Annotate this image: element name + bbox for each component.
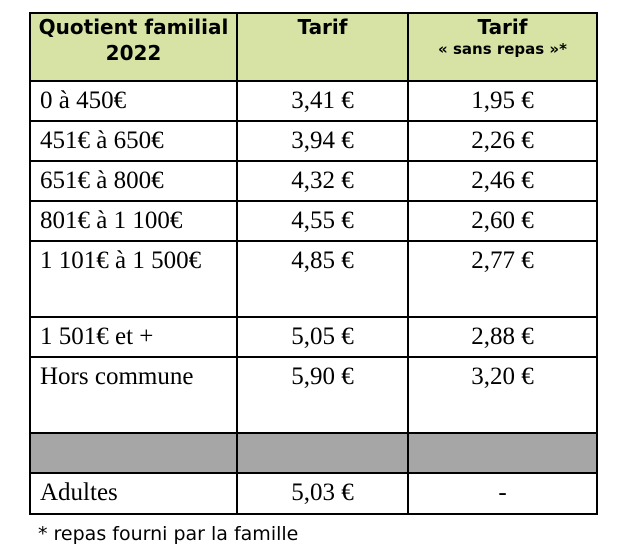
tarif-table (29, 12, 598, 515)
table-row (30, 357, 597, 433)
separator-cell (408, 433, 597, 473)
row-sans-repas: 3,20 € (408, 357, 597, 433)
table-row (30, 241, 597, 317)
header-tarif: Tarif (237, 13, 408, 81)
row-label: Hors commune (30, 357, 237, 433)
row-sans-repas: 2,88 € (408, 317, 597, 357)
row-label: Adultes (30, 473, 237, 514)
row-label: 651€ à 800€ (30, 161, 237, 201)
header-quotient: Quotient familial 2022 (30, 13, 237, 81)
header-sans-repas-sub: « sans repas »* (438, 40, 567, 58)
header-sans-repas (408, 13, 597, 81)
row-tarif: 5,03 € (237, 473, 408, 514)
row-tarif: 5,05 € (237, 317, 408, 357)
table-row (30, 161, 597, 201)
row-tarif: 4,55 € (237, 201, 408, 241)
row-tarif: 5,90 € (237, 357, 408, 433)
row-label: 451€ à 650€ (30, 121, 237, 161)
table-row (30, 201, 597, 241)
row-label: 0 à 450€ (30, 81, 237, 121)
row-sans-repas: 1,95 € (408, 81, 597, 121)
row-tarif: 4,85 € (237, 241, 408, 317)
separator-cell (237, 433, 408, 473)
separator-cell (30, 433, 237, 473)
table-row (30, 473, 597, 514)
row-label: 801€ à 1 100€ (30, 201, 237, 241)
separator-row (30, 433, 597, 473)
row-sans-repas: 2,60 € (408, 201, 597, 241)
row-tarif: 3,94 € (237, 121, 408, 161)
row-sans-repas: 2,77 € (408, 241, 597, 317)
row-sans-repas: - (408, 473, 597, 514)
row-sans-repas: 2,26 € (408, 121, 597, 161)
row-tarif: 4,32 € (237, 161, 408, 201)
row-label: 1 101€ à 1 500€ (30, 241, 237, 317)
row-label: 1 501€ et + (30, 317, 237, 357)
row-tarif: 3,41 € (237, 81, 408, 121)
row-sans-repas: 2,46 € (408, 161, 597, 201)
table-row (30, 81, 597, 121)
footnote: * repas fourni par la famille (38, 523, 299, 545)
header-sans-repas-title: Tarif (477, 15, 528, 39)
table-row (30, 121, 597, 161)
table-row (30, 317, 597, 357)
header-row (30, 13, 597, 81)
